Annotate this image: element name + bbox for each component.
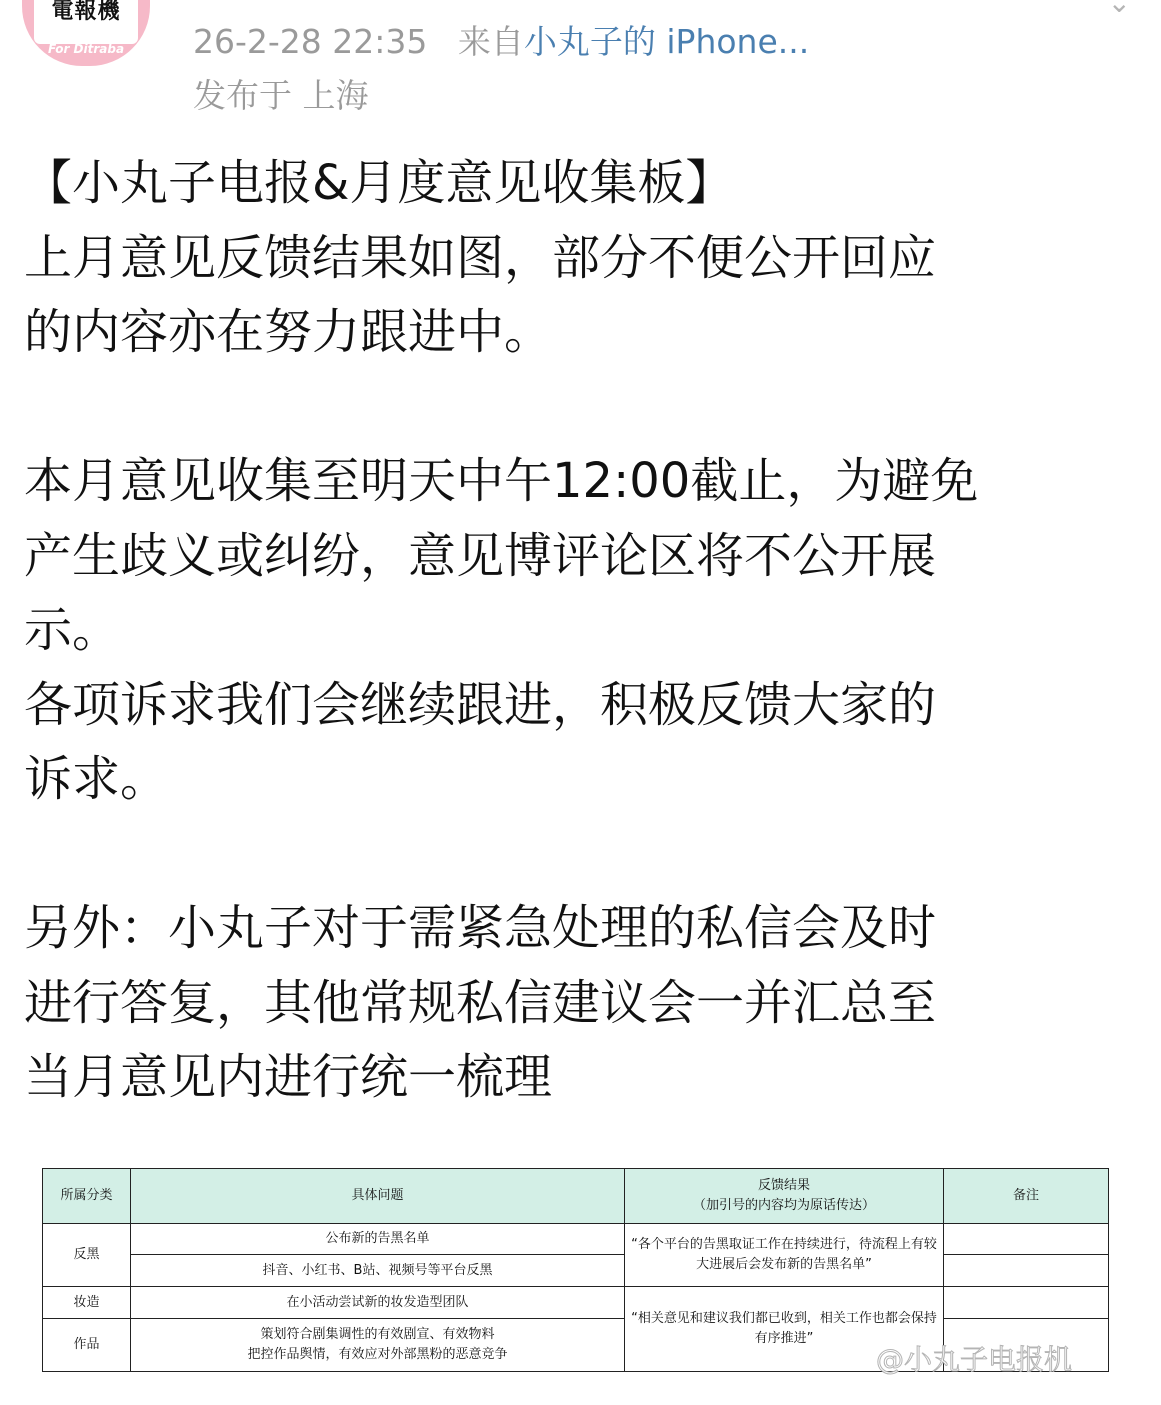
cell-category: 妆造 bbox=[43, 1287, 131, 1319]
avatar[interactable] bbox=[22, 0, 150, 66]
post-line: 本月意见收集至明天中午12:00截止，为避免 bbox=[24, 453, 979, 509]
cell-issue-line: 把控作品舆情，有效应对外部黑粉的恶意竞争 bbox=[247, 1347, 508, 1362]
cell-issue-line: 策划符合剧集调性的有效剧宣、有效物料 bbox=[260, 1327, 495, 1342]
post-line: 的内容亦在努力跟进中。 bbox=[24, 304, 553, 360]
paragraph-gap bbox=[24, 370, 1134, 445]
header-result bbox=[625, 1169, 944, 1224]
avatar-subtitle: For Ditraba bbox=[47, 42, 125, 56]
post-meta bbox=[193, 16, 809, 63]
header-category: 所属分类 bbox=[43, 1169, 131, 1224]
post-line: 另外：小丸子对于需紧急处理的私信会及时 bbox=[24, 900, 937, 956]
post-location: 发布于 上海 bbox=[193, 76, 369, 115]
post-line: 诉求。 bbox=[24, 751, 169, 807]
post-timestamp: 26-2-28 22:35 bbox=[193, 22, 428, 61]
cell-remark bbox=[944, 1255, 1109, 1287]
cell-issue: 抖音、小红书、B站、视频号等平台反黑 bbox=[131, 1255, 625, 1287]
post-line: 产生歧义或纠纷，意见博评论区将不公开展 bbox=[24, 527, 937, 584]
header-result-title: 反馈结果 bbox=[757, 1178, 810, 1193]
cell-remark bbox=[944, 1287, 1109, 1319]
cell-category: 反黑 bbox=[43, 1224, 131, 1287]
avatar-title: 電報機 bbox=[51, 0, 121, 24]
post-line: 各项诉求我们会继续跟进，积极反馈大家的 bbox=[24, 676, 937, 733]
cell-issue: 在小活动尝试新的妆发造型团队 bbox=[131, 1287, 625, 1319]
post-line: 当月意见内进行统一梳理 bbox=[24, 1049, 553, 1105]
header-result-note: （加引号的内容均为原话传达） bbox=[692, 1198, 875, 1213]
header-issue: 具体问题 bbox=[131, 1169, 625, 1224]
post-line: 上月意见反馈结果如图，部分不便公开回应 bbox=[24, 229, 937, 286]
watermark: @小丸子电报机 bbox=[876, 1343, 1073, 1376]
header-remark: 备注 bbox=[944, 1169, 1109, 1224]
post-body bbox=[24, 146, 1134, 1115]
more-icon[interactable]: ⌄ bbox=[1107, 0, 1131, 19]
post-line: 示。 bbox=[24, 602, 121, 658]
cell-remark bbox=[944, 1224, 1109, 1255]
cell-issue bbox=[131, 1319, 625, 1372]
post-source-device[interactable]: 小丸子的 iPhone... bbox=[523, 22, 810, 61]
post-line: 进行答复，其他常规私信建议会一并汇总至 bbox=[24, 974, 937, 1031]
paragraph-gap bbox=[24, 817, 1134, 892]
cell-result: “相关意见和建议我们都已收到，相关工作也都会保持有序推进” bbox=[625, 1287, 944, 1372]
cell-result: “各个平台的告黑取证工作在持续进行，待流程上有较大进展后会发布新的告黑名单” bbox=[625, 1224, 944, 1287]
post-line: 【小丸子电报&月度意见收集板】 bbox=[24, 155, 734, 211]
post-source-prefix: 来自 bbox=[457, 22, 524, 61]
cell-category: 作品 bbox=[43, 1319, 131, 1372]
cell-issue: 公布新的告黑名单 bbox=[131, 1224, 625, 1255]
